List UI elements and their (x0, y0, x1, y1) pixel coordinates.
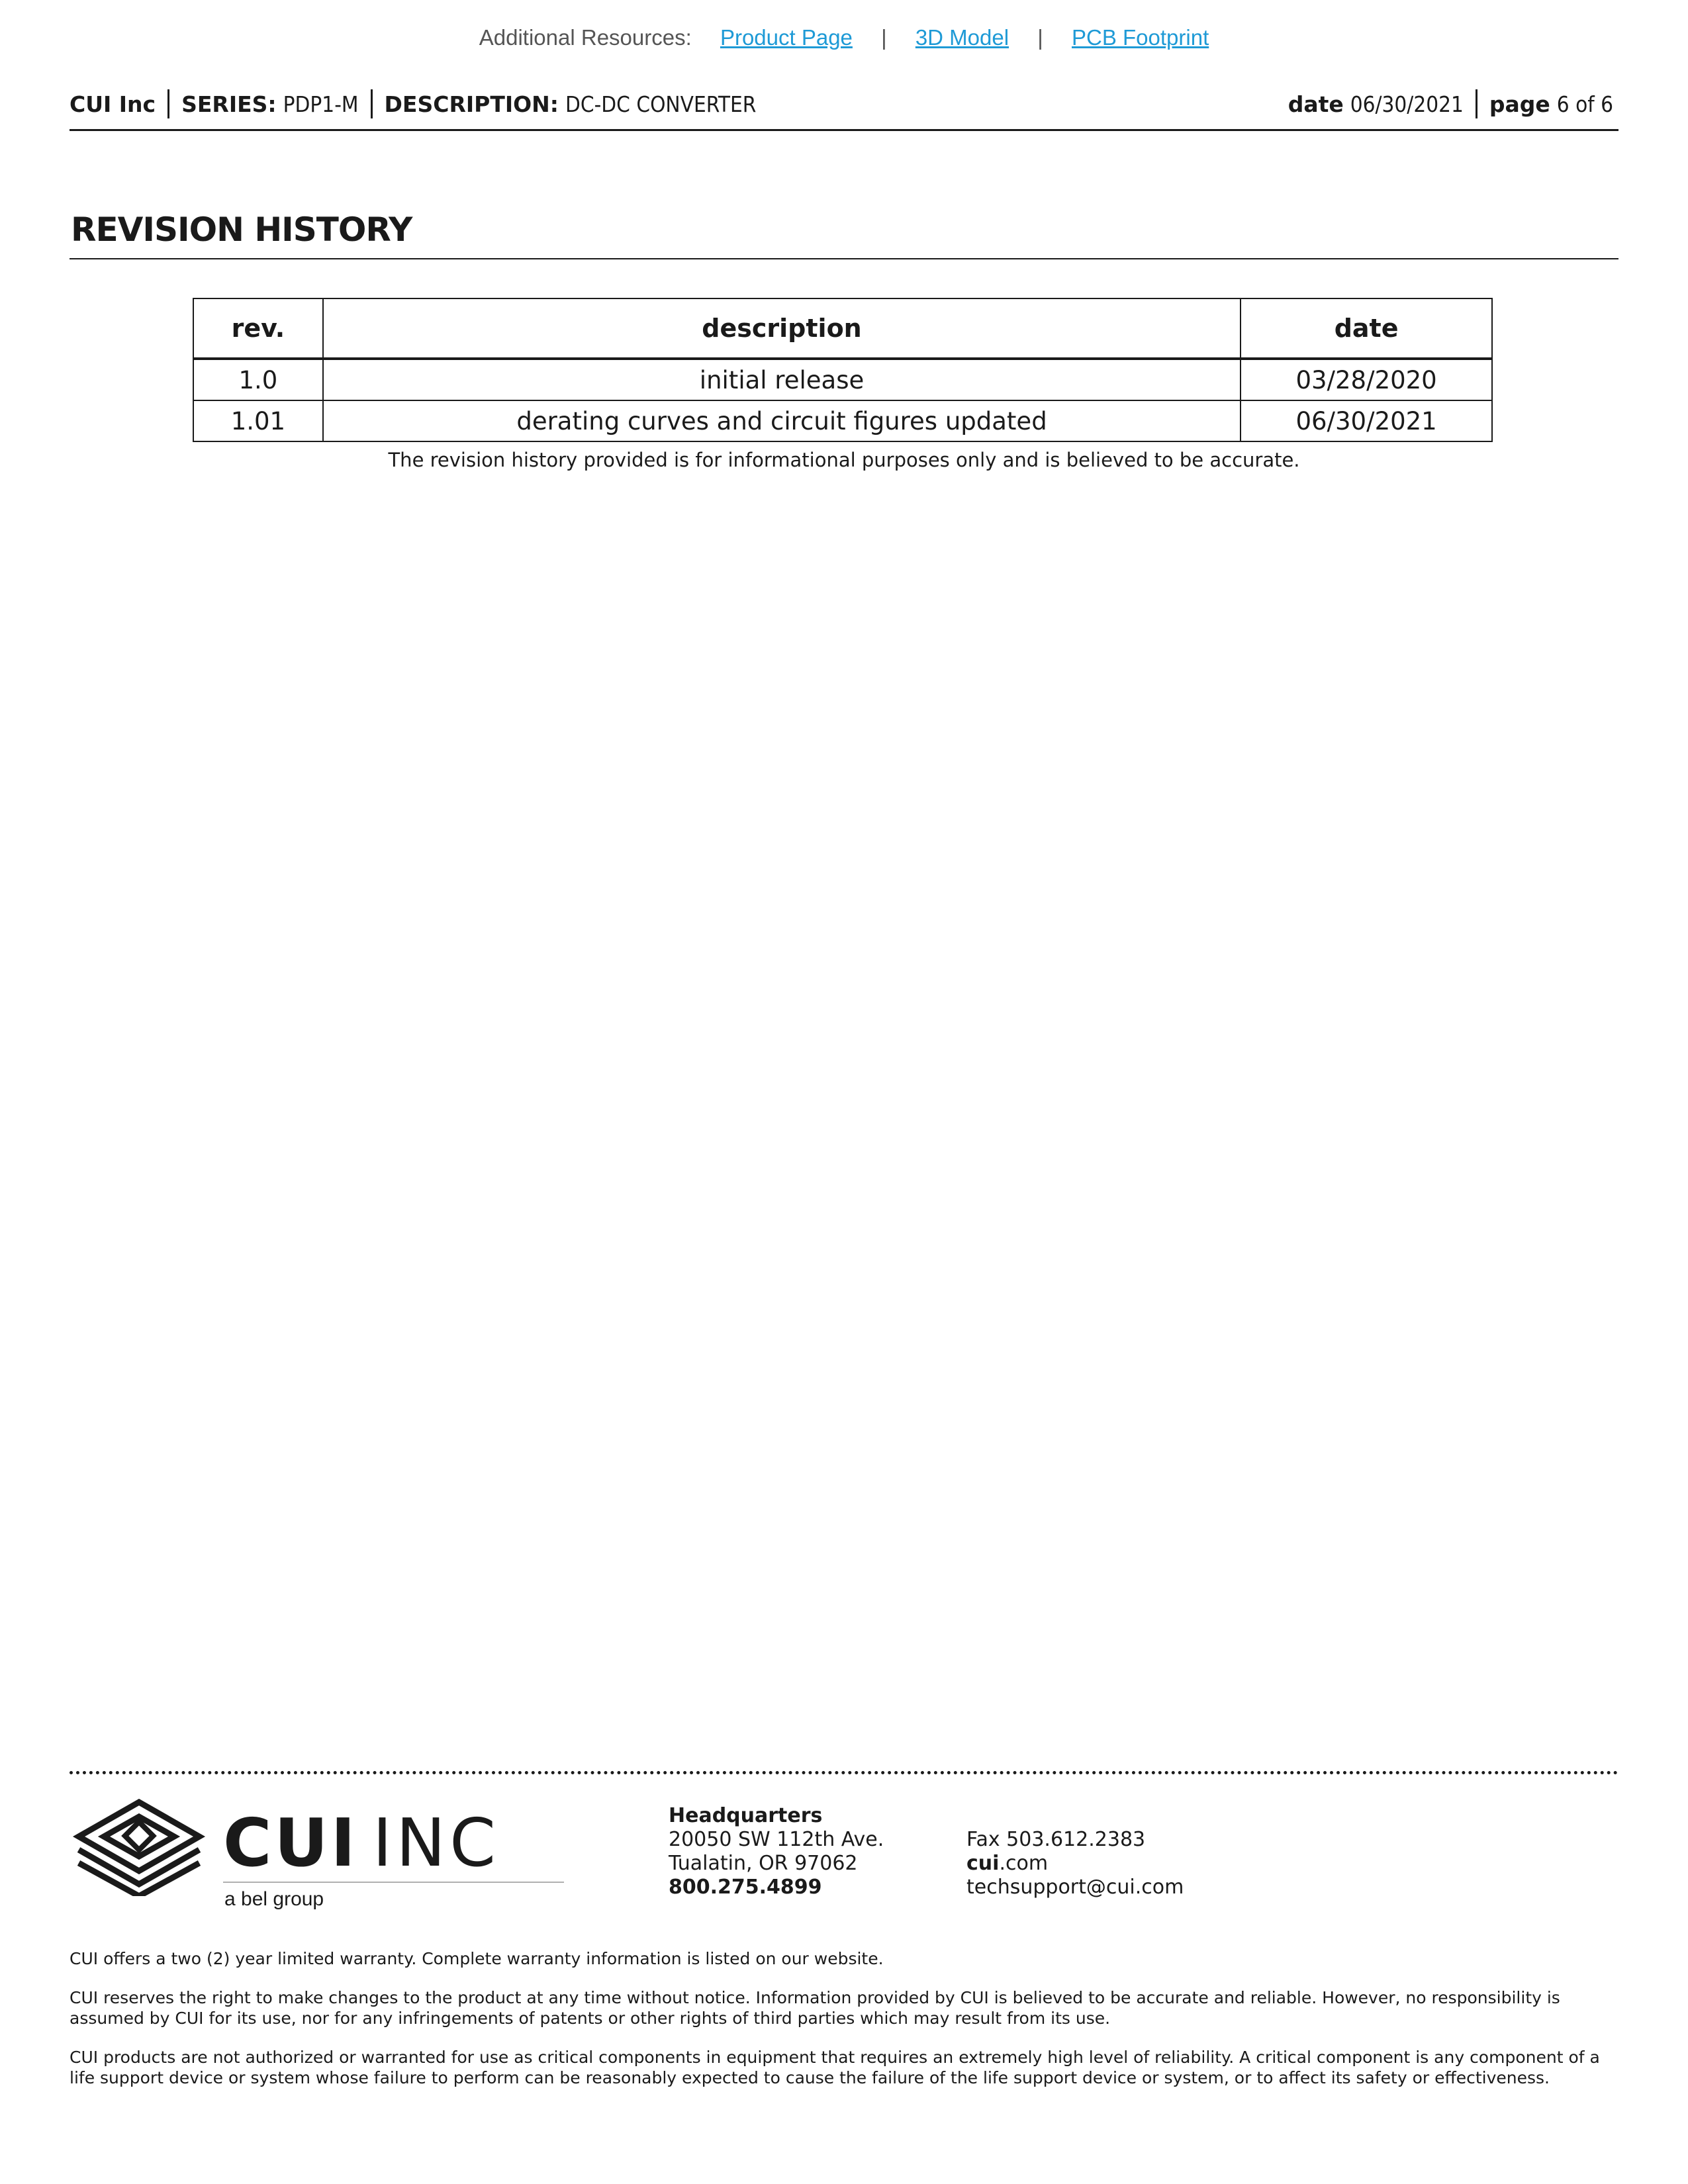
table-row (193, 400, 1492, 441)
header-series-label: SERIES: (181, 91, 277, 117)
critical-use-notice: CUI products are not authorized or warranted for use as critical components in equipment that requires an extremely high level of reliability. A critical component is any component of a life support device or system whose failure to perform can be reasonably expected to cause the failure of the life support device or system, or to affect its safety or effectiveness. (70, 2048, 1600, 2087)
pcb-footprint-link[interactable]: PCB Footprint (1071, 25, 1209, 50)
logo-brand: CUI (223, 1804, 358, 1882)
resource-separator: | (1037, 25, 1043, 50)
header-description-label: DESCRIPTION: (384, 91, 559, 117)
footer-dotted-rule (70, 1771, 1618, 1774)
section-title: REVISION HISTORY (71, 210, 412, 249)
document-header (70, 87, 1618, 120)
section-rule (70, 258, 1618, 259)
cell-description: derating curves and circuit figures updated (323, 400, 1241, 441)
cell-description: initial release (323, 359, 1241, 400)
header-series-value: PDP1-M (283, 91, 359, 117)
additional-resources-bar (0, 25, 1688, 50)
revision-history-table (193, 298, 1493, 442)
cell-rev: 1.01 (193, 400, 323, 441)
logo-underline (223, 1882, 564, 1883)
liability-notice: CUI reserves the right to make changes to the product at any time without notice. Information provided by CUI is believed to be accurate and reliable. However, no responsibility is assumed by CUI for its use, nor for any infringements of patents or other rights of third parties which may result from its use. (70, 1988, 1560, 2028)
warranty-notice: CUI offers a two (2) year limited warranty. Complete warranty information is listed on our website. (70, 1949, 884, 1968)
header-divider (167, 89, 169, 118)
logo-suffix: INC (372, 1804, 500, 1882)
cell-date: 03/28/2020 (1241, 359, 1492, 400)
table-note: The revision history provided is for informational purposes only and is believed to be accurate. (388, 449, 1300, 471)
header-divider (1476, 89, 1477, 118)
header-date-label: date (1288, 91, 1344, 117)
fax-number: Fax 503.612.2383 (966, 1828, 1146, 1851)
website-rest: .com (999, 1852, 1049, 1875)
resource-separator: | (881, 25, 887, 50)
header-rule (70, 129, 1618, 131)
website-link[interactable] (966, 1852, 1184, 1876)
header-divider (371, 89, 373, 118)
column-header-description: description (323, 298, 1241, 359)
contact-block (966, 1828, 1184, 1899)
headquarters-address-line2: Tualatin, OR 97062 (669, 1852, 858, 1875)
headquarters-title: Headquarters (669, 1804, 823, 1827)
header-page-label: page (1489, 91, 1550, 117)
cell-date: 06/30/2021 (1241, 400, 1492, 441)
website-bold: cui (966, 1852, 1000, 1875)
additional-resources-label: Additional Resources: (479, 25, 692, 50)
header-date-value: 06/30/2021 (1350, 91, 1464, 117)
column-header-rev: rev. (193, 298, 323, 359)
support-email[interactable]: techsupport@cui.com (966, 1876, 1184, 1899)
column-header-date: date (1241, 298, 1492, 359)
3d-model-link[interactable]: 3D Model (915, 25, 1009, 50)
header-left (70, 87, 756, 120)
header-company: CUI Inc (70, 91, 156, 117)
product-page-link[interactable]: Product Page (720, 25, 853, 50)
cell-rev: 1.0 (193, 359, 323, 400)
headquarters-phone: 800.275.4899 (669, 1876, 822, 1899)
headquarters-address-line1: 20050 SW 112th Ave. (669, 1828, 884, 1851)
cui-logo (70, 1797, 506, 1916)
cui-logo-mark-icon (70, 1797, 209, 1896)
header-right (1288, 87, 1613, 120)
cui-logo-wordmark (223, 1804, 500, 1882)
table-header-row (193, 298, 1492, 359)
header-description-value: DC-DC CONVERTER (565, 91, 757, 117)
headquarters-block (669, 1804, 884, 1899)
table-row (193, 359, 1492, 400)
logo-tagline: a bel group (224, 1888, 324, 1910)
header-page-value: 6 of 6 (1556, 91, 1613, 117)
